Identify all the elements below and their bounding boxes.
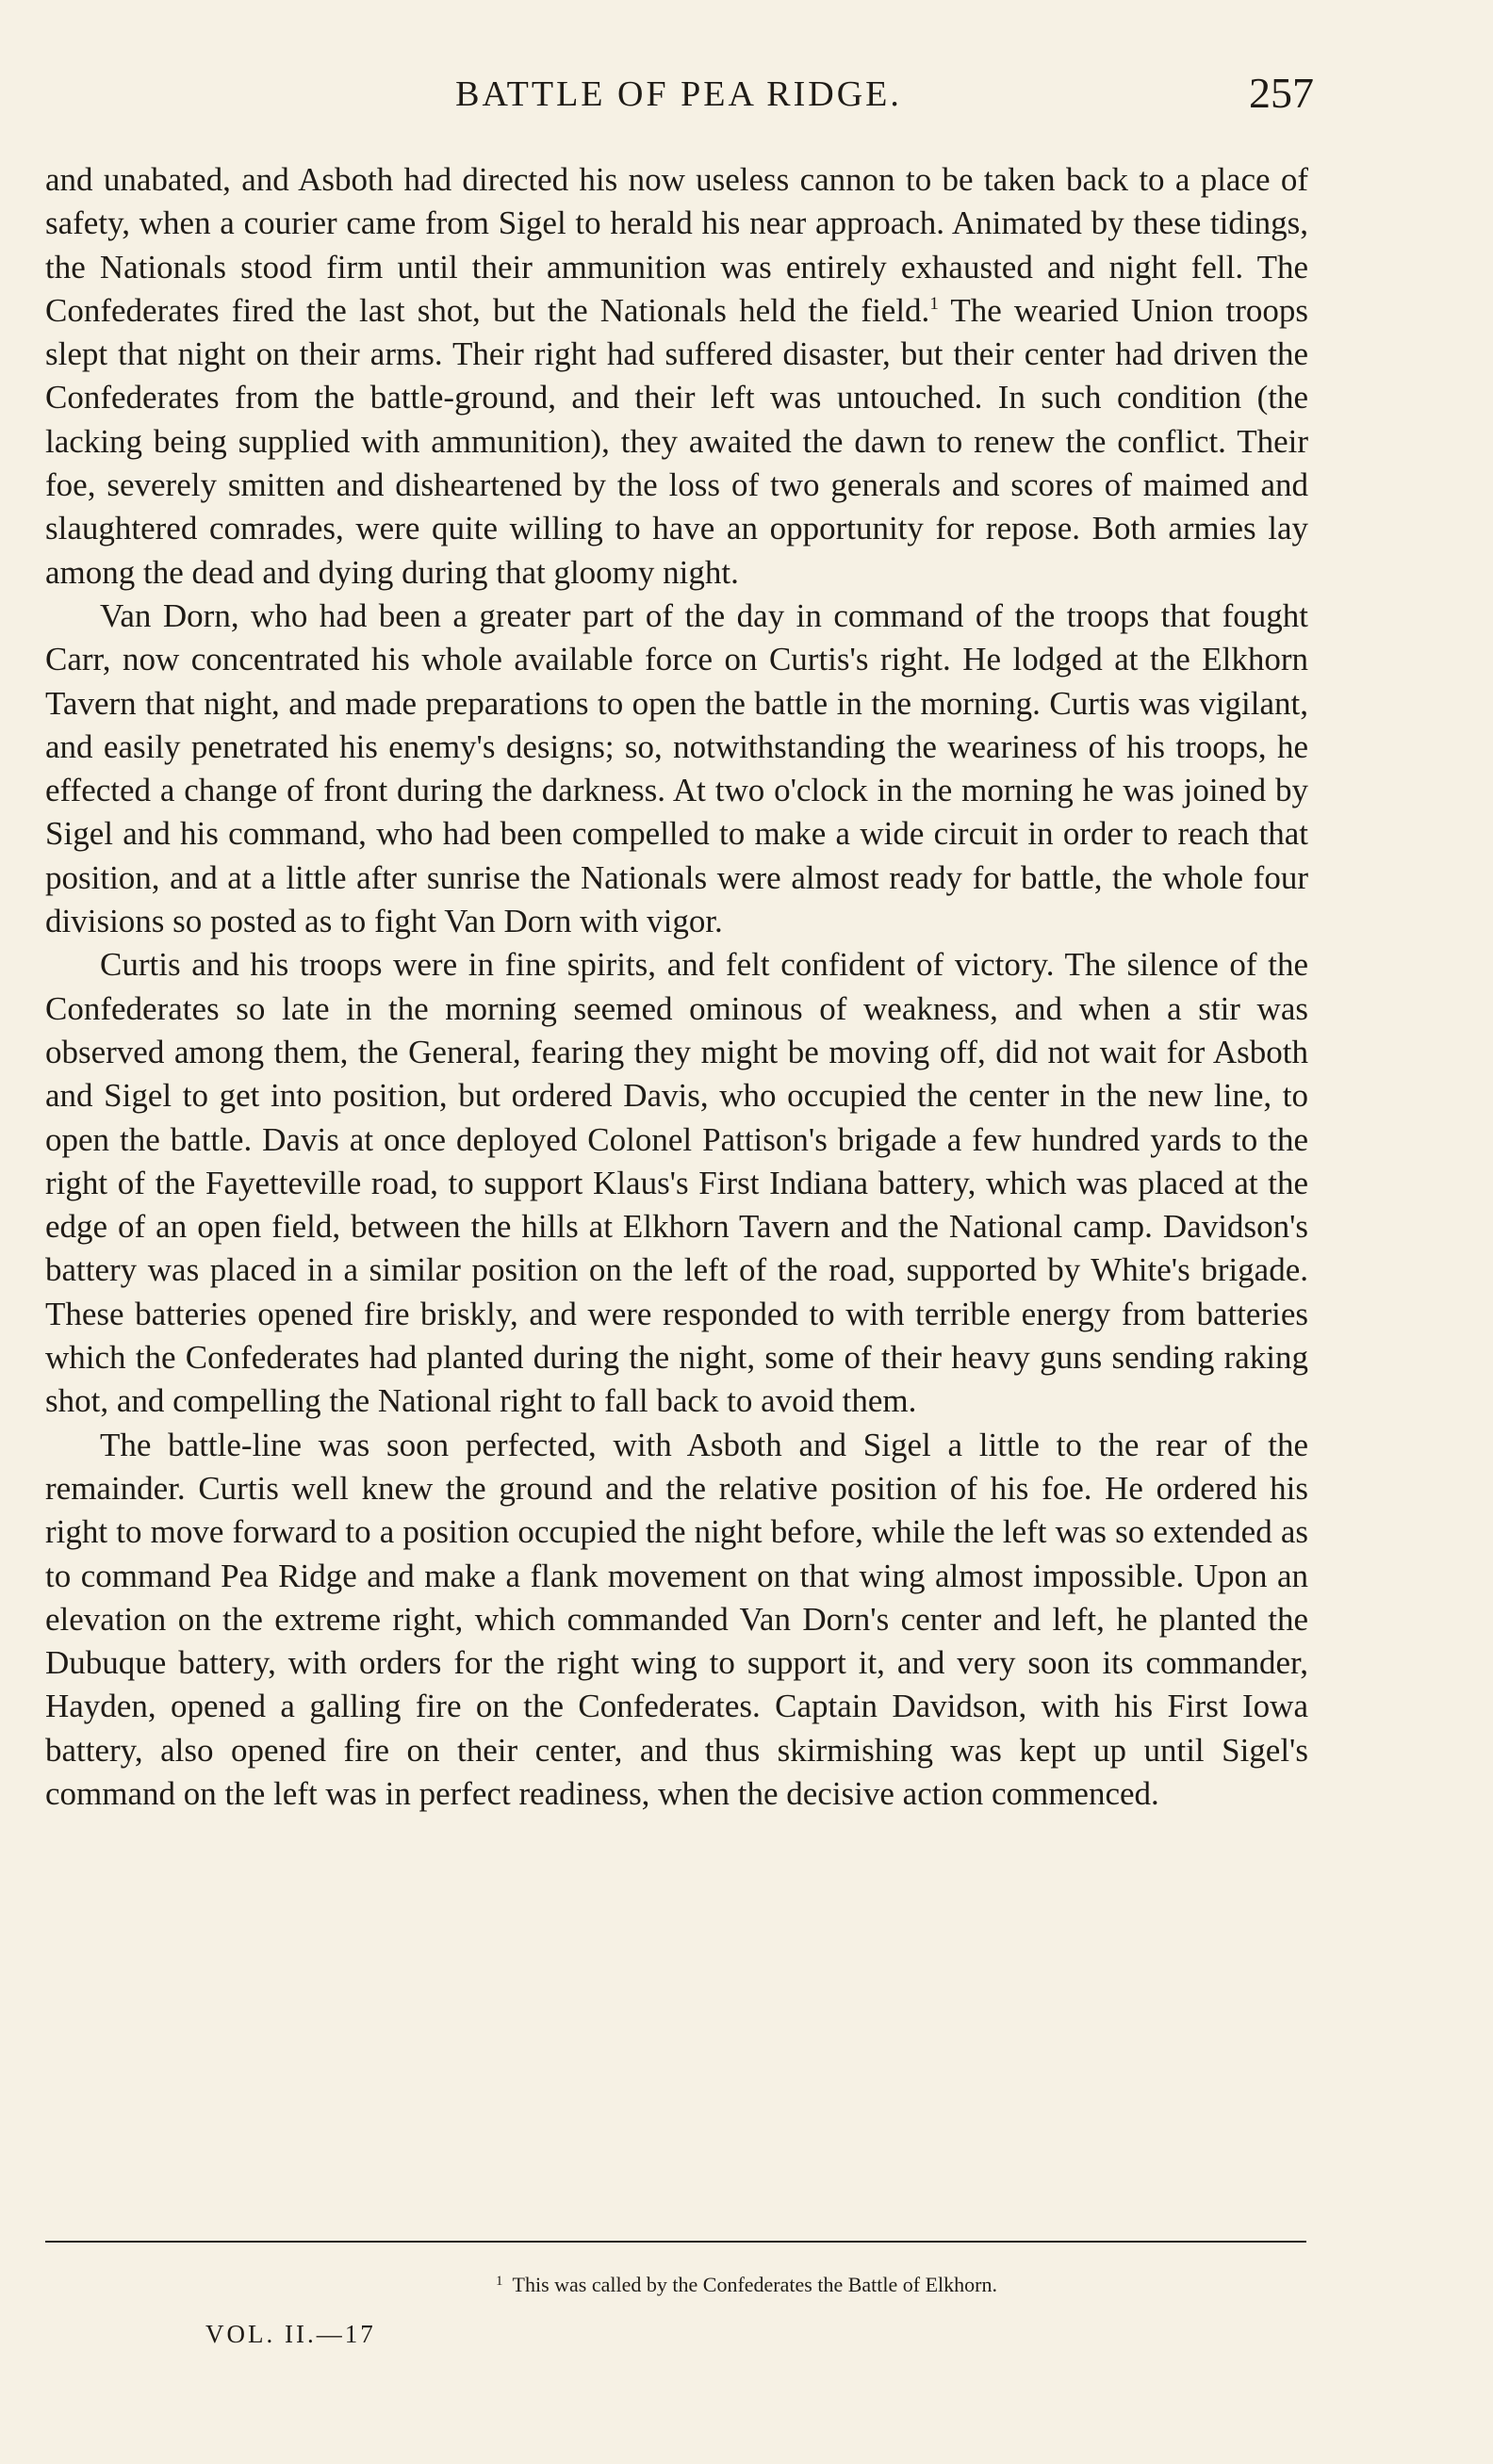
footnote-text: This was called by the Confederates the Battle of Elkhorn.	[512, 2273, 997, 2296]
running-head	[47, 68, 1314, 124]
running-title: BATTLE OF PEA RIDGE.	[455, 74, 902, 114]
footnote-rule	[45, 2241, 1306, 2243]
footnote-number: 1	[496, 2274, 503, 2289]
paragraph	[45, 158, 1308, 595]
paragraph: Van Dorn, who had been a greater part of the day in command of the troops that fought Carr, now concentrated his whole available force on Curtis's right. He lodged at the Elkhorn Tavern that night, and made preparations to open the battle in the morning. Curtis was vigilant, and easily penetrated his enemy's designs; so, notwithstanding the weariness of his troops, he effected a change of front during the darkness. At two o'clock in the morning he was joined by Sigel and his command, who had been compelled to make a wide circuit in order to reach that position, and at a little after sunrise the Nationals were almost ready for battle, the whole four divisions so posted as to fight Van Dorn with vigor.	[45, 596, 1308, 940]
footnote-marker: 1	[929, 293, 939, 314]
paragraph: The battle-line was soon perfected, with Asboth and Sigel a little to the rear of the remainder. Curtis well knew the ground and the relative position of his foe. He ordered his right to move forward to a position occupied the night before, while the left was so extended as to command Pea Ridge and make a flank movement on that wing almost impossible. Upon an elevation on the extreme right, which commanded Van Dorn's center and left, he planted the Dubuque battery, with orders for the right wing to support it, and very soon its commander, Hayden, opened a galling fire on the Confederates. Captain Davidson, with his First Iowa battery, also opened fire on their center, and thus skirmishing was kept up until Sigel's command on the left was in perfect readiness, when the decisive action commenced.	[45, 1426, 1308, 1812]
paragraph-text: and unabated, and Asboth had directed his now useless cannon to be taken back to a place of safety, when a courier came from Sigel to herald his near approach. Animated by these tidings, the Nationals stood firm until their ammunition was entirely exhausted and night fell. The Confederates fired the last shot, but the Nationals held the field.	[45, 161, 1308, 329]
paragraph-text: The wearied Union troops slept that night on their arms. Their right had suffered disaster, but their center had driven the Confederates from the battle-ground, and their left was untouched. In such condition (the lacking being supplied with ammunition), they awaited the dawn to renew the conflict. Their foe, severely smitten and disheartened by the loss of two generals and scores of maimed and slaughtered comrades, were quite willing to have an opportunity for repose. Both armies lay among the dead and dying during that gloomy night.	[45, 291, 1308, 591]
page-number: 257	[1249, 69, 1314, 117]
body-text	[45, 158, 1308, 1816]
footnote	[0, 2273, 1493, 2297]
paragraph: Curtis and his troops were in fine spirits, and felt confident of victory. The silence of the Confederates so late in the morning seemed ominous of weakness, and when a stir was observed among them, the General, fearing they might be moving off, did not wait for Asboth and Sigel to get into position, but ordered Davis, who occupied the center in the new line, to open the battle. Davis at once deployed Colonel Pattison's brigade a few hundred yards to the right of the Fayetteville road, to support Klaus's First Indiana battery, which was placed at the edge of an open field, between the hills at Elkhorn Tavern and the National camp. Davidson's battery was placed in a similar position on the left of the road, supported by White's brigade. These batteries opened fire briskly, and were responded to with terrible energy from batteries which the Confederates had planted during the night, some of their heavy guns sending raking shot, and compelling the National right to fall back to avoid them.	[45, 946, 1308, 1420]
volume-signature: VOL. II.—17	[205, 2320, 376, 2348]
